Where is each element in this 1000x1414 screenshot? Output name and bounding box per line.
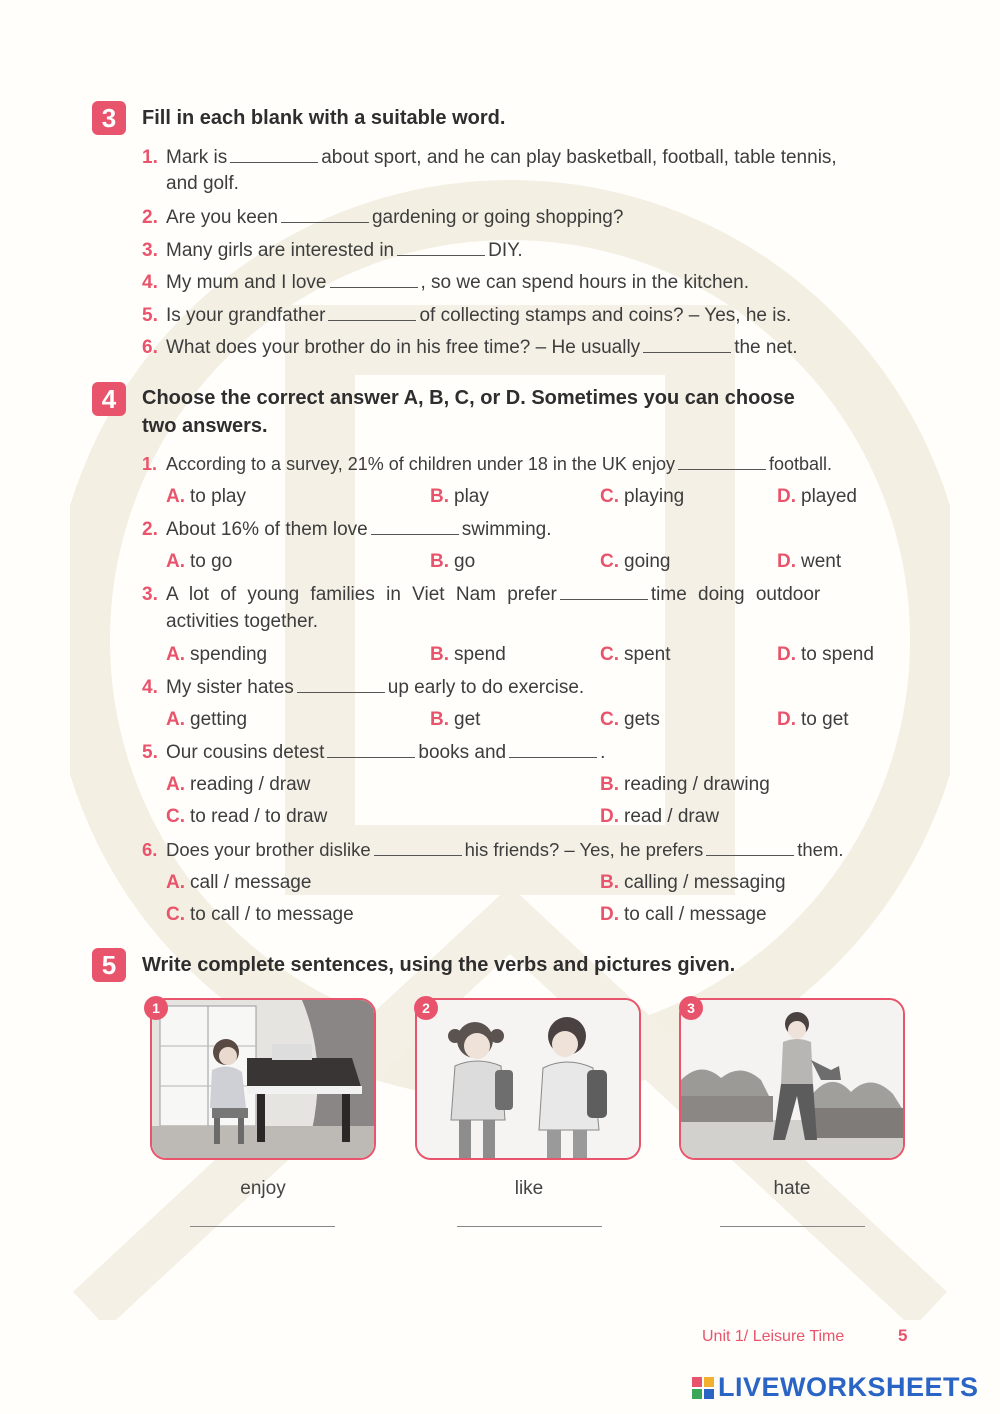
s4-q2-option-c[interactable]: C. going (600, 551, 671, 572)
section-4-badge: 4 (92, 382, 126, 416)
s4-q4-option-c[interactable]: C. gets (600, 709, 660, 730)
s4-q2-option-d[interactable]: D. went (777, 551, 842, 572)
answer-line-3[interactable] (720, 1226, 865, 1227)
s4-q3: 3. A lot of young families in Viet Nam prefer time doing outdoor (142, 581, 820, 608)
s4-q1-option-b[interactable]: B. play (430, 486, 489, 507)
section-4-title-line1: Choose the correct answer A, B, C, or D. Sometimes you can choose (142, 387, 795, 409)
s4-q3-option-c[interactable]: C. spent (600, 644, 671, 665)
s4-q1: 1. According to a survey, 21% of children under 18 in the UK enjoy football. (142, 451, 832, 477)
picture-3-badge: 3 (679, 996, 703, 1020)
s3-item-2: 2. Are you keen gardening or going shopping? (142, 204, 623, 231)
blank[interactable] (297, 674, 385, 693)
blank[interactable] (678, 451, 766, 470)
s4-q3-cont: activities together. (166, 611, 319, 632)
s4-q2-option-a[interactable]: A. to go (166, 551, 233, 572)
s3-item-3: 3. Many girls are interested in DIY. (142, 237, 523, 264)
blank[interactable] (330, 269, 418, 288)
answer-line-1[interactable] (190, 1226, 335, 1227)
s3-item-4: 4. My mum and I love , so we can spend hours in the kitchen. (142, 269, 749, 296)
s3-item-5: 5. Is your grandfather of collecting stamps and coins? – Yes, he is. (142, 302, 791, 329)
s3-item-1-cont: and golf. (166, 173, 239, 194)
s4-q5-option-a[interactable]: A. reading / draw (166, 774, 311, 795)
section-5-badge: 5 (92, 948, 126, 982)
blank[interactable] (509, 739, 597, 758)
page-number: 5 (898, 1326, 908, 1345)
s3-item-6: 6. What does your brother do in his free time? – He usually the net. (142, 334, 798, 361)
s4-q1-option-c[interactable]: C. playing (600, 486, 685, 507)
picture-girl-piano (150, 998, 376, 1160)
blank[interactable] (560, 581, 648, 600)
verb-label-3: hate (773, 1178, 811, 1199)
section-5-title: Write complete sentences, using the verbs and pictures given. (142, 954, 736, 976)
section-3-title: Fill in each blank with a suitable word. (142, 107, 506, 129)
blank[interactable] (643, 334, 731, 353)
section-3-badge: 3 (92, 101, 126, 135)
s4-q5: 5. Our cousins detest books and . (142, 739, 605, 766)
picture-2-badge: 2 (414, 996, 438, 1020)
blank[interactable] (371, 516, 459, 535)
blank[interactable] (328, 302, 416, 321)
s4-q6-option-c[interactable]: C. to call / to message (166, 904, 354, 925)
blank[interactable] (374, 837, 462, 856)
s4-q5-option-c[interactable]: C. to read / to draw (166, 806, 328, 827)
s4-q6-option-a[interactable]: A. call / message (166, 872, 312, 893)
s4-q1-option-d[interactable]: D. played (777, 486, 857, 507)
s4-q4-option-d[interactable]: D. to get (777, 709, 849, 730)
piano-illustration (152, 1000, 374, 1158)
footer-unit: Unit 1/ Leisure Time (702, 1328, 845, 1345)
blank[interactable] (397, 237, 485, 256)
garden-illustration (681, 1000, 903, 1158)
s4-q6-option-b[interactable]: B. calling / messaging (600, 872, 786, 893)
s4-q4-option-a[interactable]: A. getting (166, 709, 248, 730)
blank[interactable] (327, 739, 415, 758)
section-4-title-line2: two answers. (142, 415, 268, 437)
s4-q3-option-b[interactable]: B. spend (430, 644, 506, 665)
answer-line-2[interactable] (457, 1226, 602, 1227)
s4-q4-option-b[interactable]: B. get (430, 709, 481, 730)
blank[interactable] (230, 144, 318, 163)
s4-q3-option-a[interactable]: A. spending (166, 644, 268, 665)
s4-q1-option-a[interactable]: A. to play (166, 486, 246, 507)
s3-item-1: 1. Mark is about sport, and he can play basketball, football, table tennis, (142, 144, 837, 171)
s4-q2-option-b[interactable]: B. go (430, 551, 476, 572)
s4-q3-option-d[interactable]: D. to spend (777, 644, 874, 665)
picture-boy-gardening (679, 998, 905, 1160)
s4-q2: 2. About 16% of them love swimming. (142, 516, 551, 543)
picture-girls-talking (415, 998, 641, 1160)
verb-label-2: like (514, 1178, 544, 1199)
girls-illustration (417, 1000, 639, 1158)
picture-1-badge: 1 (144, 996, 168, 1020)
blank[interactable] (706, 837, 794, 856)
s4-q4: 4. My sister hates up early to do exercise. (142, 674, 584, 701)
s4-q5-option-d[interactable]: D. read / draw (600, 806, 720, 827)
s4-q5-option-b[interactable]: B. reading / drawing (600, 774, 770, 795)
s4-q6-option-d[interactable]: D. to call / message (600, 904, 767, 925)
blank[interactable] (281, 204, 369, 223)
verb-label-1: enjoy (240, 1178, 286, 1199)
liveworksheets-brand[interactable]: LIVEWORKSHEETS (718, 1372, 979, 1402)
liveworksheets-logo-icon (692, 1377, 714, 1399)
s4-q6: 6. Does your brother dislike his friends? – Yes, he prefers them. (142, 839, 844, 860)
